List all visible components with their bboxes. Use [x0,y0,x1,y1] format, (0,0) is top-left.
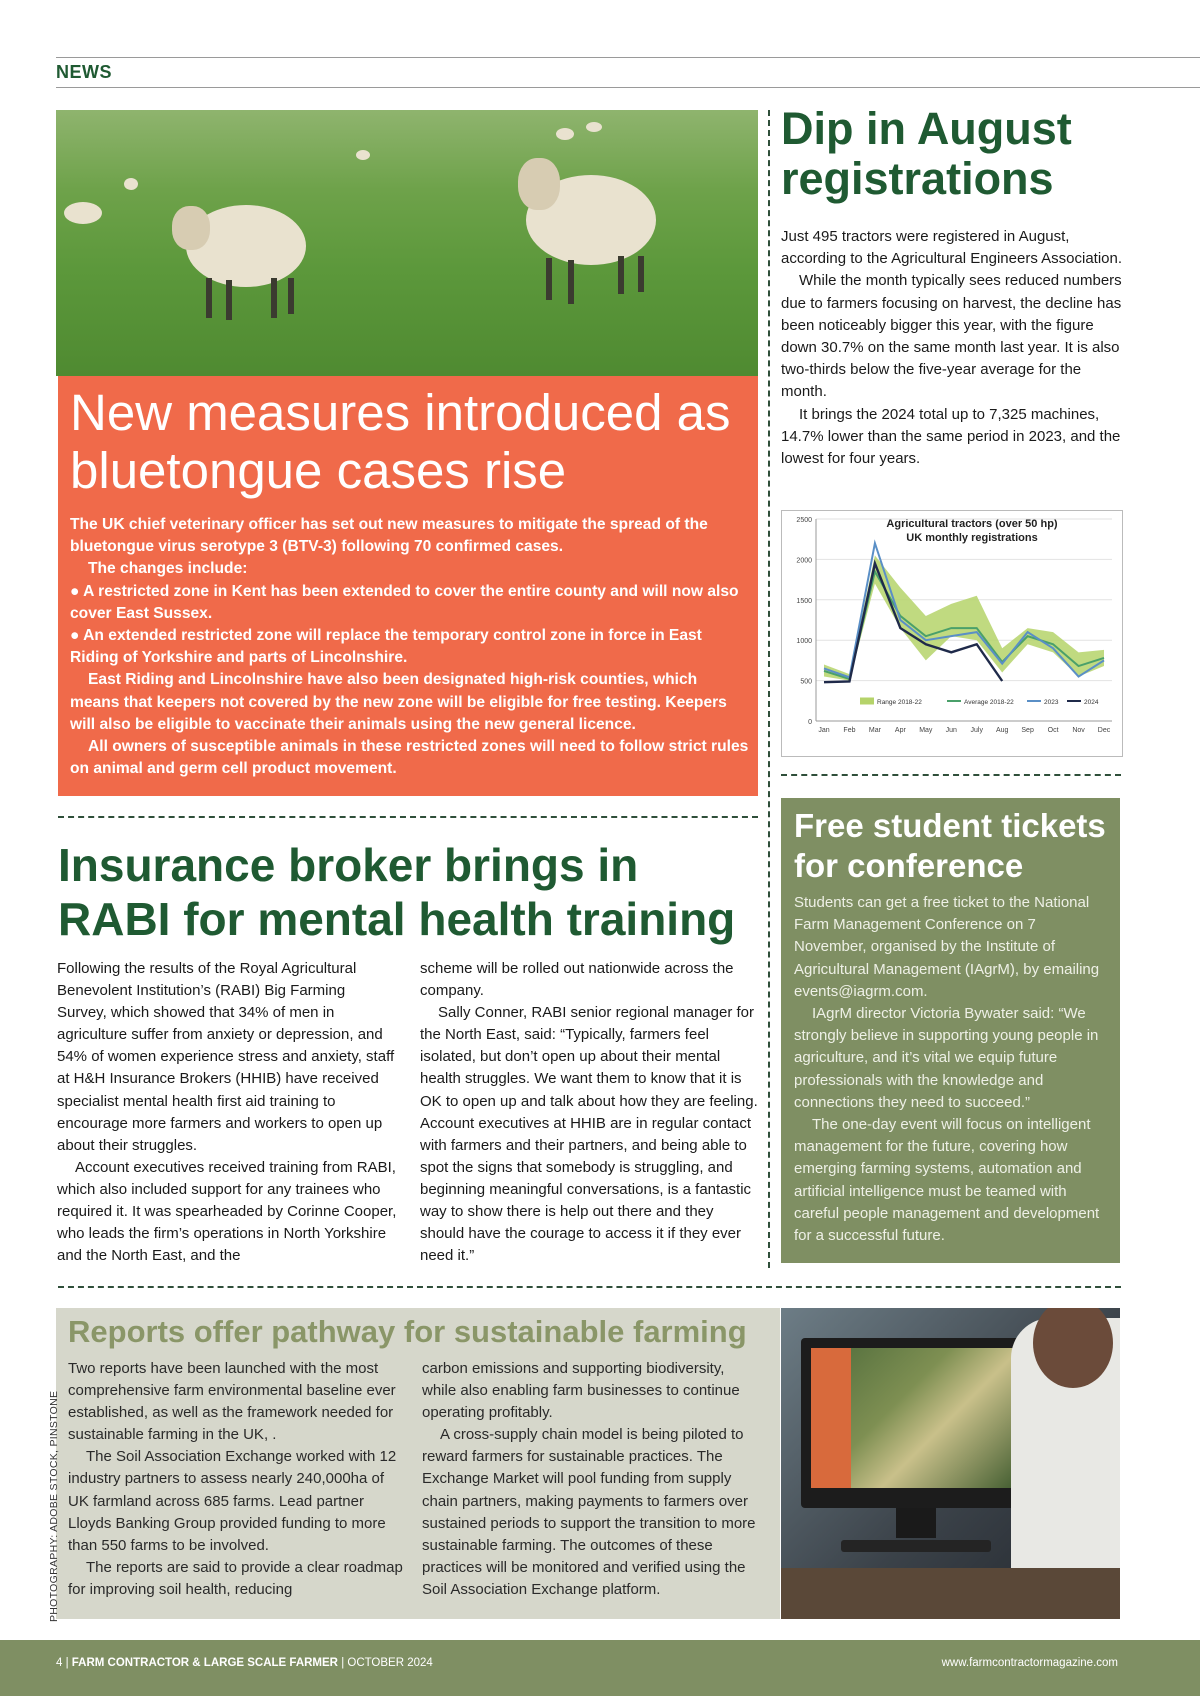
x-tick-label: July [970,727,983,734]
reports-column-2 [422,1358,758,1601]
y-tick-label: 500 [800,678,812,686]
page-footer [0,1640,1200,1696]
x-tick-label: Dec [1097,727,1111,734]
tickets-paragraph: The one-day event will focus on intelligent management for the future, covering how emerging farming systems, automation and artificial intelligence must be teamed with careful people management and development for a successful future. [794,1116,1100,1245]
dip-headline: Dip in August registrations [781,103,1072,204]
tickets-paragraph: Students can get a free ticket to the National Farm Management Conference on 7 November, organised by the Institute of Agricultural Management (IAgrM), by emailing events@iagrm.com. [794,894,1100,1000]
chart-title: Agricultural tractors (over 50 hp) [886,518,1058,530]
insurance-paragraph: Following the results of the Royal Agricultural Benevolent Institution’s (RABI) Big Farming Survey, which showed that 34% of men in agriculture suffer from anxiety or depression, and 54% of women experience stress and anxiety, staff at H&H Insurance Brokers (HHIB) have received specialist mental health first aid training to encourage more farmers and workers to open up about their struggles. [57,960,395,1154]
legend-label: 2024 [1084,699,1099,706]
website-link[interactable]: www.farmcontractormagazine.com [941,1657,1118,1669]
insurance-paragraph: Account executives received training from RABI, which also included support for any trainees who required it. It was spearheaded by Corinne Cooper, who leads the firm’s operations in North Yorkshire and the North East, and the [57,1158,397,1265]
x-tick-label: Feb [843,727,856,734]
bluetongue-bullet: ● An extended restricted zone will replace the temporary control zone in force in East Riding of Yorkshire and parts of Lincolnshire. [70,627,702,667]
free-tickets-article [781,798,1120,1263]
section-label: NEWS [56,62,112,82]
legend-swatch [860,698,874,705]
legend-label: Average 2018-22 [964,699,1014,706]
bluetongue-article [58,376,758,796]
x-tick-label: May [919,727,933,734]
y-tick-label: 2500 [796,517,812,524]
free-tickets-headline: Free student tickets for conference [794,807,1106,884]
page-number: 4 | [56,1657,69,1669]
legend-swatch [1067,700,1081,702]
x-tick-label: Jun [945,727,957,734]
issue-date: | OCTOBER 2024 [341,1657,433,1669]
x-tick-label: Nov [1072,727,1085,734]
range-band [824,555,1104,680]
legend-label: Range 2018-22 [877,699,922,706]
x-tick-label: Jan [818,727,830,734]
reports-paragraph: Two reports have been launched with the most comprehensive farm environmental baseline ever established, as well as the framework needed for sustainable farming in the UK, . [68,1360,396,1444]
reports-article [56,1308,780,1619]
reports-paragraph: The Soil Association Exchange worked with 12 industry partners to assess nearly 240,000ha of UK farmland across 685 farms. Lead partner Lloyds Banking Group provided funding to more than 550 farms to be involved. [68,1448,397,1554]
section-rule [56,87,1200,88]
legend-swatch [947,700,961,702]
insurance-divider [58,816,758,818]
y-tick-label: 1500 [796,597,812,605]
dip-paragraph: It brings the 2024 total up to 7,325 machines, 14.7% lower than the same period in 2023, and the lowest for four years. [781,405,1121,468]
x-tick-label: Sep [1021,727,1034,734]
insurance-paragraph: Sally Conner, RABI senior regional manager for the North East, said: “Typically, farmers feel isolated, but don’t open up about their mental health struggles. We want them to know that it is OK to open up and talk about how they are feeling. Account executives at HHIB are in regular contact with farmers and their partners, and being able to spot the signs that somebody is struggling, and beginning meaningful conversations, is a fantastic way to show there is help out there and they should have the courage to access it if they ever need it.” [420,1004,758,1265]
insurance-column-1 [57,958,397,1267]
bluetongue-headline: New measures introduced as bluetongue cases rise [70,384,731,499]
computer-photo [781,1308,1120,1619]
legend-label: 2023 [1044,699,1059,706]
reports-paragraph: A cross-supply chain model is being piloted to reward farmers for sustainable practices. The Exchange Market will pool funding from supply chain partners, making payments to farmers over sustained periods to support the transition to more sustainable farming. The outcomes of these practices will be monitored and verified using the Soil Association Exchange platform. [422,1426,756,1598]
column-divider [768,110,770,1268]
y-tick-label: 2000 [796,557,812,565]
y-tick-label: 0 [808,719,812,726]
bluetongue-paragraph: East Riding and Lincolnshire have also been designated high-risk counties, which means that keepers not covered by the new zone will be eligible for free testing. Keepers will also be eligible to vaccinate their animals using the new general licence. [70,671,727,733]
reports-paragraph: The reports are said to provide a clear roadmap for improving soil health, reducing [68,1558,403,1598]
y-tick-label: 1000 [796,638,812,646]
chart-subtitle: UK monthly registrations [906,532,1038,544]
bluetongue-paragraph: All owners of susceptible animals in these restricted zones will need to follow strict rules on animal and germ cell product movement. [70,738,749,778]
photo-credit: PHOTOGRAPHY: ADOBE STOCK, PINSTONE [48,1390,60,1622]
dip-body [781,226,1126,470]
reports-paragraph: carbon emissions and supporting biodiversity, while also enabling farm businesses to continue operating profitably. [422,1360,740,1422]
insurance-paragraph: scheme will be rolled out nationwide across the company. [420,960,734,1000]
insurance-column-2 [420,958,760,1267]
x-tick-label: Oct [1047,727,1059,734]
reports-column-1 [68,1358,404,1601]
dip-divider [781,774,1121,776]
publication-name: FARM CONTRACTOR & LARGE SCALE FARMER [71,1657,338,1669]
footer-info [56,1657,433,1669]
reports-headline: Reports offer pathway for sustainable farming [68,1314,747,1349]
dip-paragraph: Just 495 tractors were registered in August, according to the Agricultural Engineers Association. [781,228,1123,268]
tickets-paragraph: IAgrM director Victoria Bywater said: “We strongly believe in supporting young people in agriculture, and it’s vital we equip future professionals with the knowledge and connections they need to succeed.” [794,1005,1099,1111]
insurance-headline: Insurance broker brings in RABI for mental health training [58,839,736,945]
x-tick-label: Mar [868,727,881,734]
free-tickets-body [794,892,1112,1247]
legend-swatch [1027,700,1041,702]
dip-paragraph: While the month typically sees reduced numbers due to farmers focusing on harvest, the decline has been noticeably bigger this year, with the figure down 30.7% on the same month last year. It is also two-thirds below the five-year average for the month. [781,272,1122,401]
x-tick-label: Aug [995,727,1009,734]
bluetongue-paragraph: The changes include: [88,560,248,578]
bluetongue-paragraph: The UK chief veterinary officer has set out new measures to mitigate the spread of the bluetongue virus serotype 3 (BTV-3) following 70 confirmed cases. [70,516,708,556]
reports-divider [58,1286,1121,1288]
tractor-registrations-chart [781,510,1123,757]
bluetongue-bullet: ● A restricted zone in Kent has been extended to cover the entire county and will now also cover East Sussex. [70,582,739,622]
chart-canvas [782,511,1122,756]
sheep-photo [56,110,758,376]
bluetongue-body [70,514,750,780]
top-rule [56,57,1200,58]
x-tick-label: Apr [894,727,906,734]
